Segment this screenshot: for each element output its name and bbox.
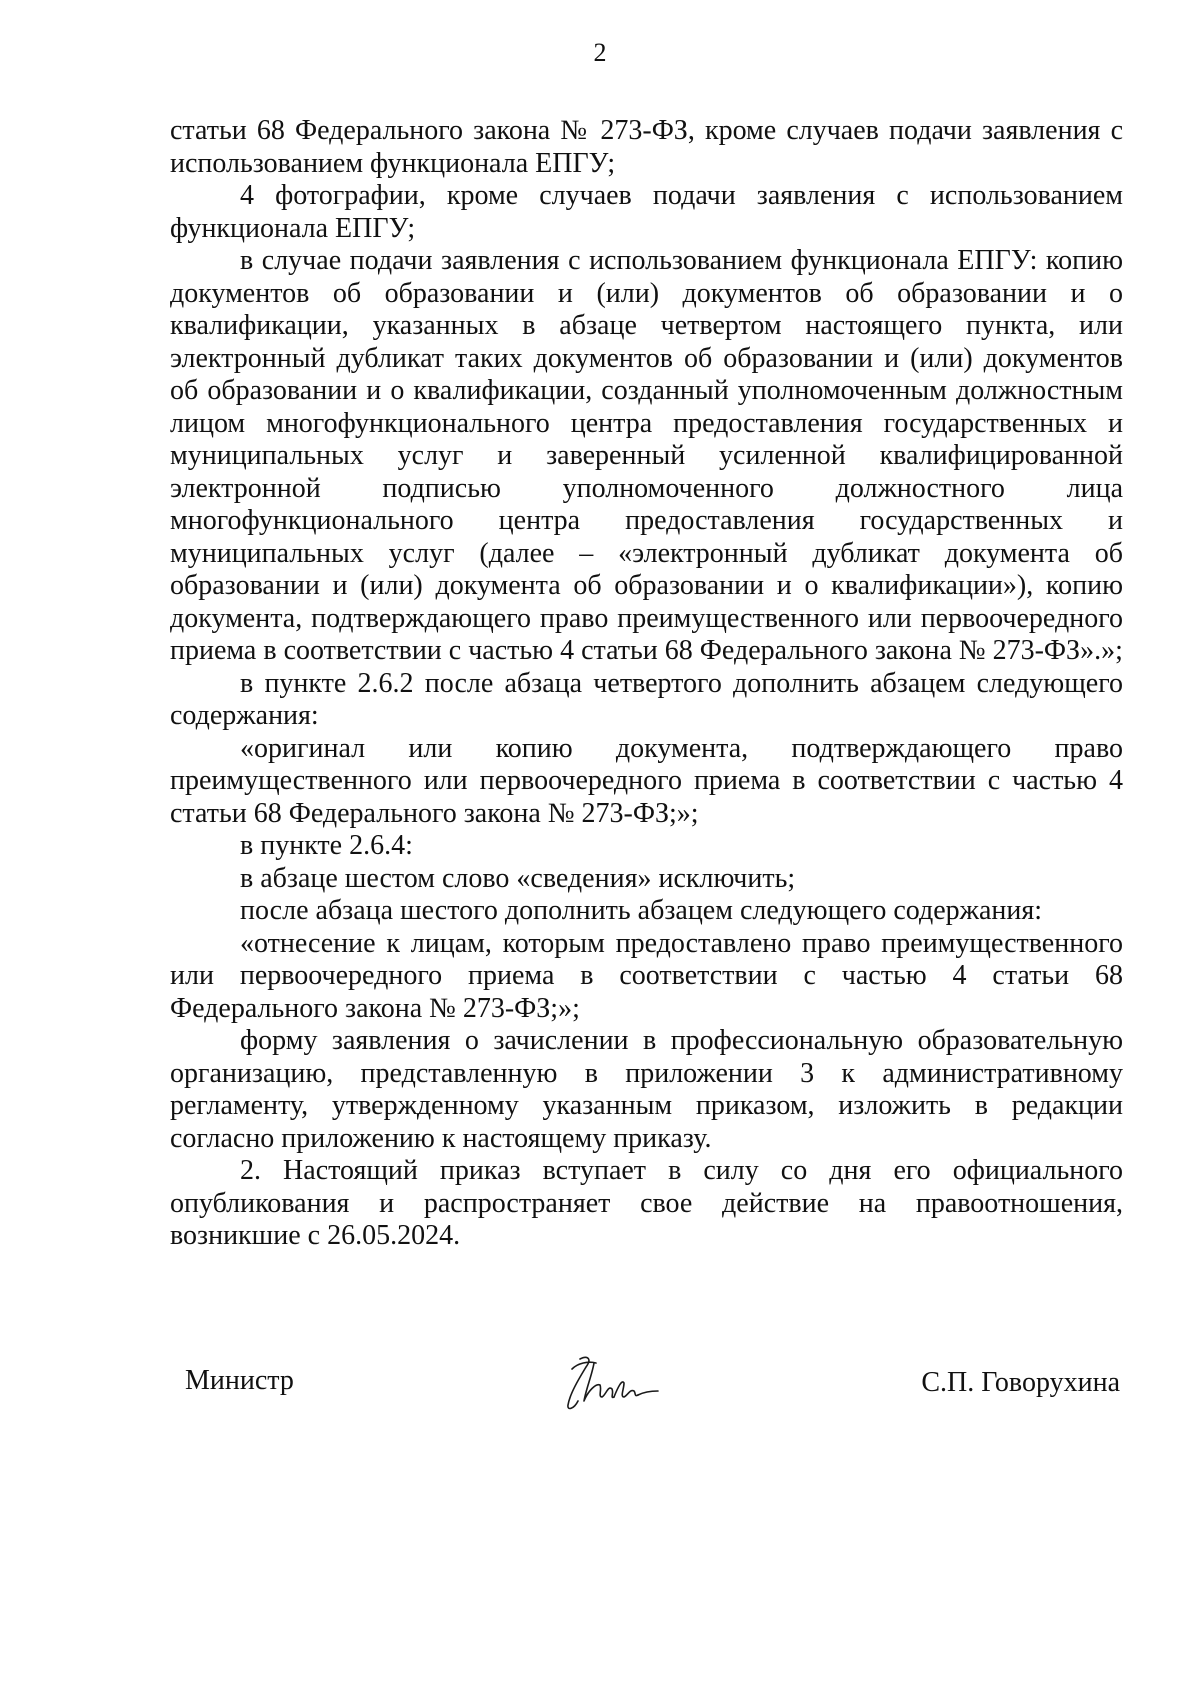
paragraph-1: статьи 68 Федерального закона № 273-ФЗ, кроме случаев подачи заявления с использованием функционала ЕПГУ; [170, 115, 1123, 179]
paragraph-10: форму заявления о зачислении в профессиональную образовательную организацию, представленную в приложении 3 к административному регламенту, утвержденному указанным приказом, изложить в редакции согласно приложению к настоящему приказу. [170, 1025, 1123, 1154]
paragraph-4: в пункте 2.6.2 после абзаца четвертого дополнить абзацем следующего содержания: [170, 667, 1123, 731]
paragraph-11: 2. Настоящий приказ вступает в силу со дня его официального опубликования и распространяет свое действие на правоотношения, возникшие с 26.05.2024. [170, 1155, 1123, 1251]
document-body [170, 115, 1123, 1253]
signatory-position: Министр [185, 1365, 294, 1396]
paragraph-6: в пункте 2.6.4: [240, 830, 413, 861]
paragraph-3: в случае подачи заявления с использованием функционала ЕПГУ: копию документов об образовании и (или) документов об образовании и о квалификации, указанных в абзаце четвертом настоящего пункта, или электронный дубликат таких документов об образовании и (или) документов об образовании и о квалификации, созданный уполномоченным должностным лицом многофункционального центра предоставления государственных и муниципальных услуг и заверенный усиленной квалифицированной электронной подписью уполномоченного должностного лица многофункционального центра предоставления государственных и муниципальных услуг (далее – «электронный дубликат документа об образовании и (или) документа об образовании и о квалификации»), копию документа, подтверждающего право преимущественного или первоочередного приема в соответствии с частью 4 статьи 68 Федерального закона № 273-ФЗ».»; [170, 245, 1123, 666]
paragraph-8: после абзаца шестого дополнить абзацем следующего содержания: [240, 895, 1043, 926]
page-number: 2 [593, 38, 607, 67]
paragraph-7: в абзаце шестом слово «сведения» исключить; [240, 862, 796, 894]
paragraph-2: 4 фотографии, кроме случаев подачи заявления с использованием функционала ЕПГУ; [170, 180, 1123, 244]
signature-block [185, 1365, 1120, 1435]
handwritten-signature [558, 1349, 668, 1413]
signatory-name: С.П. Говорухина [921, 1367, 1120, 1398]
paragraph-5: «оригинал или копию документа, подтверждающего право преимущественного или первоочередного приема в соответствии с частью 4 статьи 68 Федерального закона № 273-ФЗ;»; [170, 732, 1123, 829]
paragraph-9: «отнесение к лицам, которым предоставлено право преимущественного или первоочередного приема в соответствии с частью 4 статьи 68 Федерального закона № 273-ФЗ;»; [170, 927, 1123, 1024]
